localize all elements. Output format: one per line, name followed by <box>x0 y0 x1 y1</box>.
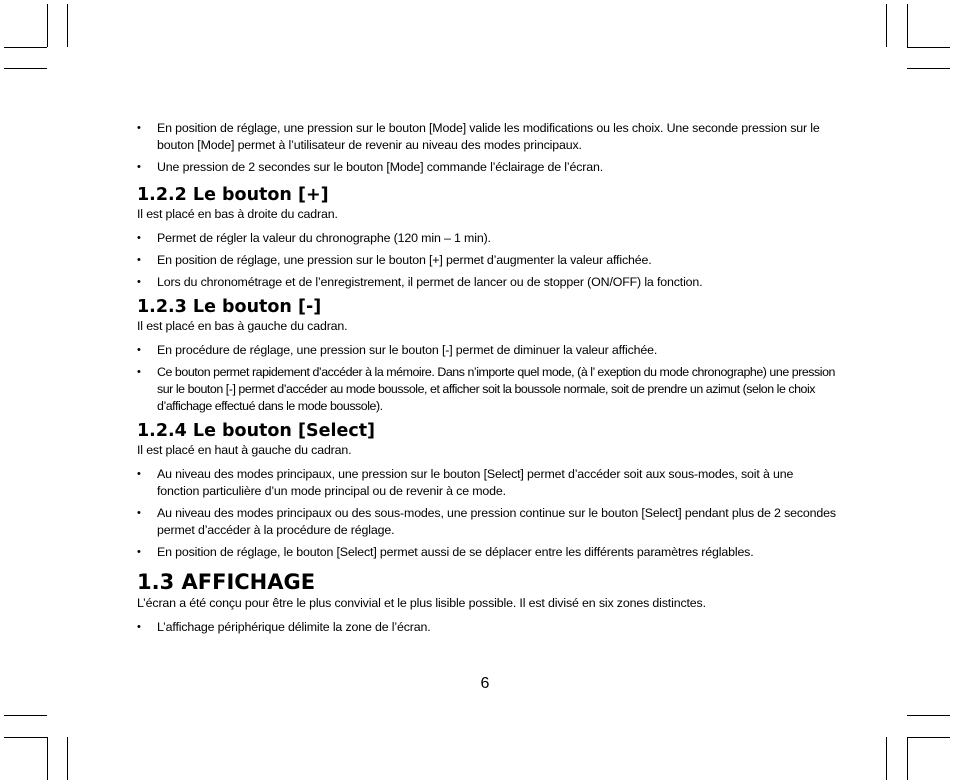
crop-mark <box>907 47 950 48</box>
list-item: • Ce bouton permet rapidement d’accéder à la mémoire. Dans n’importe quel mode, (à l’ exeption du mode chronographe) une pression sur le bouton [-] permet d’accéder au mode boussole, et afficher soit la boussole normale, soit de prendre un azimut (selon le choix d’affichage effectué dans le mode boussole). <box>137 364 837 415</box>
crop-mark <box>907 737 950 738</box>
crop-mark <box>67 4 68 47</box>
list-item: • Lors du chronométrage et de l’enregistrement, il permet de lancer ou de stopper (ON/OFF) la fonction. <box>137 274 837 291</box>
section-heading: 1.2.2 Le bouton [+] <box>137 185 329 205</box>
crop-mark <box>907 715 950 716</box>
list-item: • Au niveau des modes principaux, une pression sur le bouton [Select] permet d’accéder soit aux sous-modes, soit à une fonction particulière d’un mode principal ou de revenir à ce mode. <box>137 466 837 500</box>
section-bouton-select <box>137 420 837 561</box>
crop-mark <box>907 4 908 47</box>
crop-mark <box>886 737 887 780</box>
section-heading: 1.2.4 Le bouton [Select] <box>137 421 376 441</box>
crop-mark <box>886 4 887 47</box>
section-bouton-minus <box>137 296 837 415</box>
list-item: • L’affichage périphérique délimite la zone de l’écran. <box>137 619 837 636</box>
section-affichage <box>137 569 837 636</box>
list-item: • En position de réglage, le bouton [Select] permet aussi de se déplacer entre les différents paramètres réglables. <box>137 544 837 561</box>
section-heading: 1.3 AFFICHAGE <box>137 570 316 594</box>
page-number: 6 <box>480 675 490 692</box>
list-item: • En procédure de réglage, une pression sur le bouton [-] permet de diminuer la valeur affichée. <box>137 342 837 359</box>
crop-mark <box>907 737 908 780</box>
crop-mark <box>67 737 68 780</box>
section-intro: Il est placé en bas à droite du cadran. <box>137 207 338 221</box>
list-item: • En position de réglage, une pression sur le bouton [Mode] valide les modifications ou les choix. Une seconde pression sur le bouton [Mode] permet à l’utilisateur de revenir au niveau des modes principaux. <box>137 120 837 154</box>
list-item: • Permet de régler la valeur du chronographe (120 min – 1 min). <box>137 230 837 247</box>
crop-mark <box>4 737 47 738</box>
section-bouton-plus <box>137 184 837 291</box>
crop-mark <box>4 715 47 716</box>
crop-mark <box>47 4 48 47</box>
list-item: • En position de réglage, une pression sur le bouton [+] permet d’augmenter la valeur affichée. <box>137 252 837 269</box>
list-item: • Une pression de 2 secondes sur le bouton [Mode] commande l’éclairage de l’écran. <box>137 159 837 176</box>
list-item: • Au niveau des modes principaux ou des sous-modes, une pression continue sur le bouton [Select] pendant plus de 2 secondes permet d’accéder à la procédure de réglage. <box>137 505 837 539</box>
crop-mark <box>907 68 950 69</box>
section-intro: Il est placé en bas à gauche du cadran. <box>137 319 348 333</box>
crop-mark <box>4 47 47 48</box>
page-content <box>137 120 837 641</box>
crop-mark <box>4 68 47 69</box>
crop-mark <box>47 737 48 780</box>
section-intro: Il est placé en haut à gauche du cadran. <box>137 443 352 457</box>
section-intro: L’écran a été conçu pour être le plus convivial et le plus lisible possible. Il est divisé en six zones distinctes. <box>137 596 706 610</box>
top-bullet-list <box>137 120 837 176</box>
section-heading: 1.2.3 Le bouton [-] <box>137 297 322 317</box>
